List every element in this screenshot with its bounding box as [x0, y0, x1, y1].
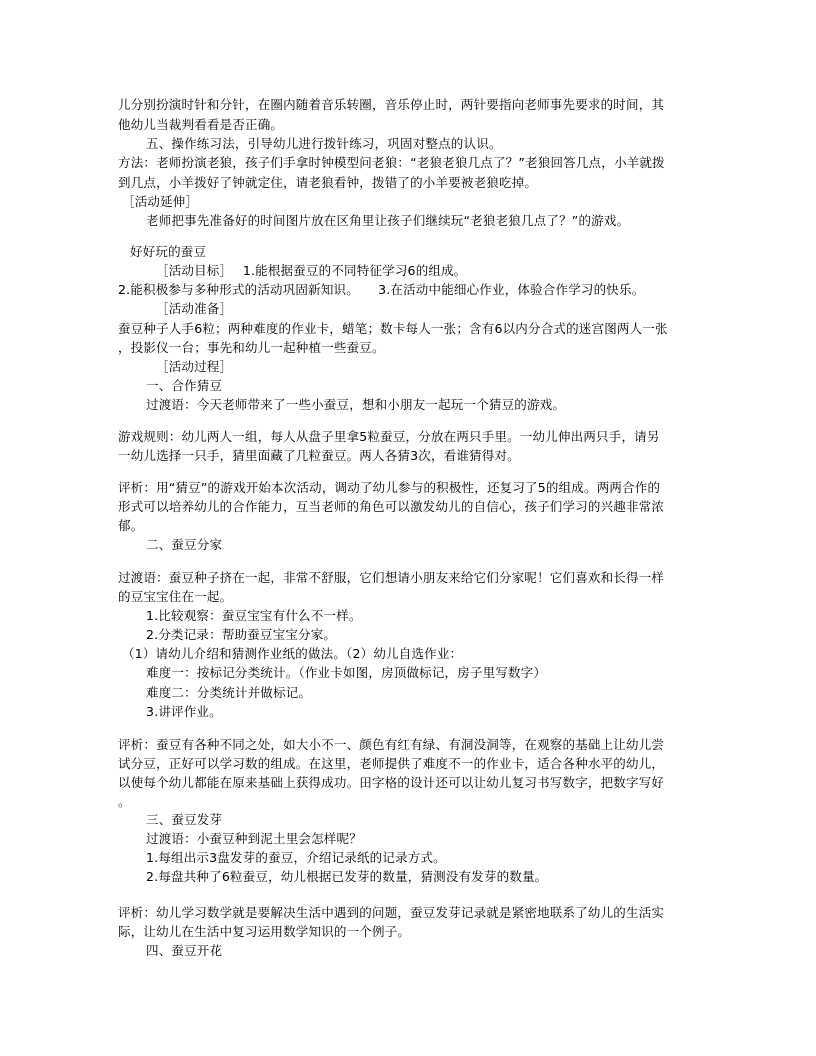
- list-item: 1.每组出示3盘发芽的蚕豆，介绍记录纸的记录方式。: [146, 850, 446, 865]
- paragraph-line: 儿分别扮演时针和分针，在圈内随着音乐转圈，音乐停止时，两针要指向老师事先要求的时间，其: [118, 97, 665, 112]
- paragraph-line: 过渡语：小蚕豆种到泥土里会怎样呢？: [146, 831, 362, 846]
- section-label: ［活动准备］: [156, 301, 233, 316]
- paragraph-line: 评析：幼儿学习数学就是要解决生活中遇到的问题，蚕豆发芽记录就是紧密地联系了幼儿的生活实: [118, 905, 665, 920]
- paragraph-line: 一幼儿选择一只手，猜里面藏了几粒蚕豆。两人各猜3次，看谁猜得对。: [118, 448, 520, 463]
- paragraph-line: 评析：用“猜豆”的游戏开始本次活动，调动了幼儿参与的积极性，还复习了5的组成。两两合作的: [118, 480, 661, 495]
- paragraph-line: 过渡语：蚕豆种子挤在一起，非常不舒服，它们想请小朋友来给它们分家呢！它们喜欢和长得一样: [118, 570, 665, 585]
- paragraph-line: ，投影仪一台；事先和幼儿一起种植一些蚕豆。: [118, 340, 385, 355]
- paragraph-line: 游戏规则：幼儿两人一组，每人从盘子里拿5粒蚕豆，分放在两只手里。一幼儿伸出两只手，请另: [118, 429, 660, 444]
- section-label: ［活动过程］: [156, 359, 233, 374]
- paragraph-line: 他幼儿当裁判看看是否正确。: [118, 117, 284, 132]
- list-item: 2.每盘共种了6粒蚕豆，幼儿根据已发芽的数量，猜测没有发芽的数量。: [146, 869, 548, 884]
- list-item: 2.分类记录：帮助蚕豆宝宝分家。: [146, 627, 337, 642]
- list-item: 难度二：分类统计并做标记。: [146, 685, 312, 700]
- section-heading: 四、蚕豆开花: [146, 943, 223, 958]
- section-heading: 二、蚕豆分家: [146, 537, 223, 552]
- paragraph-line: 2.能积极参与多种形式的活动巩固新知识。 3.在活动中能细心作业，体验合作学习的快乐。: [118, 282, 645, 297]
- list-item: 1.比较观察：蚕豆宝宝有什么不一样。: [146, 608, 362, 623]
- section-heading: 三、蚕豆发芽: [146, 812, 223, 827]
- paragraph-line: 蚕豆种子人手6粒；两种难度的作业卡，蜡笔；数卡每人一张；含有6以内分合式的迷宫图两人一张: [118, 321, 668, 336]
- paragraph-line: 老师把事先准备好的时间图片放在区角里让孩子们继续玩“老狼老狼几点了？”的游戏。: [146, 213, 630, 228]
- paragraph-line: 过渡语：今天老师带来了一些小蚕豆，想和小朋友一起玩一个猜豆的游戏。: [146, 397, 566, 412]
- paragraph-line: 形式可以培养幼儿的合作能力，互当老师的角色可以激发幼儿的自信心，孩子们学习的兴趣非常浓: [118, 499, 665, 514]
- paragraph-line: 试分豆，正好可以学习数的组成。在这里，老师提供了难度不一的作业卡，适合各种水平的幼儿，: [118, 756, 665, 771]
- paragraph-line: 以使每个幼儿都能在原来基础上获得成功。田字格的设计还可以让幼儿复习书写数字，把数字写好: [118, 775, 665, 790]
- paragraph-line: 。: [118, 794, 131, 809]
- section-label: ［活动目标］ 1.能根据蚕豆的不同特征学习6的组成。: [156, 263, 467, 278]
- section-heading: 五、操作练习法，引导幼儿进行拨针练习，巩固对整点的认识。: [146, 136, 502, 151]
- paragraph-line: 到几点，小羊拨好了钟就定住，请老狼看钟，拨错了的小羊要被老狼吃掉。: [118, 175, 538, 190]
- paragraph-line: 评析：蚕豆有各种不同之处，如大小不一、颜色有红有绿、有洞没洞等，在观察的基础上让幼儿尝: [118, 737, 665, 752]
- paragraph-line: 郁。: [118, 518, 144, 533]
- paragraph-line: 的豆宝宝住在一起。: [118, 589, 233, 604]
- document-title: 好好玩的蚕豆: [130, 244, 207, 259]
- list-item: 难度一：按标记分类统计。（作业卡如图，房顶做标记，房子里写数字）: [146, 665, 547, 680]
- list-item: 3.讲评作业。: [146, 704, 222, 719]
- paragraph-line: 际，让幼儿在生活中复习运用数学知识的一个例子。: [118, 924, 411, 939]
- section-heading: 一、合作猜豆: [146, 378, 223, 393]
- list-item: （1）请幼儿介绍和猜测作业纸的做法。（2）幼儿自选作业：: [122, 646, 463, 661]
- section-label: ［活动延伸］: [122, 194, 199, 209]
- paragraph-line: 方法：老师扮演老狼，孩子们手拿时钟模型问老狼：“老狼老狼几点了？”老狼回答几点，小羊就拨: [118, 155, 665, 170]
